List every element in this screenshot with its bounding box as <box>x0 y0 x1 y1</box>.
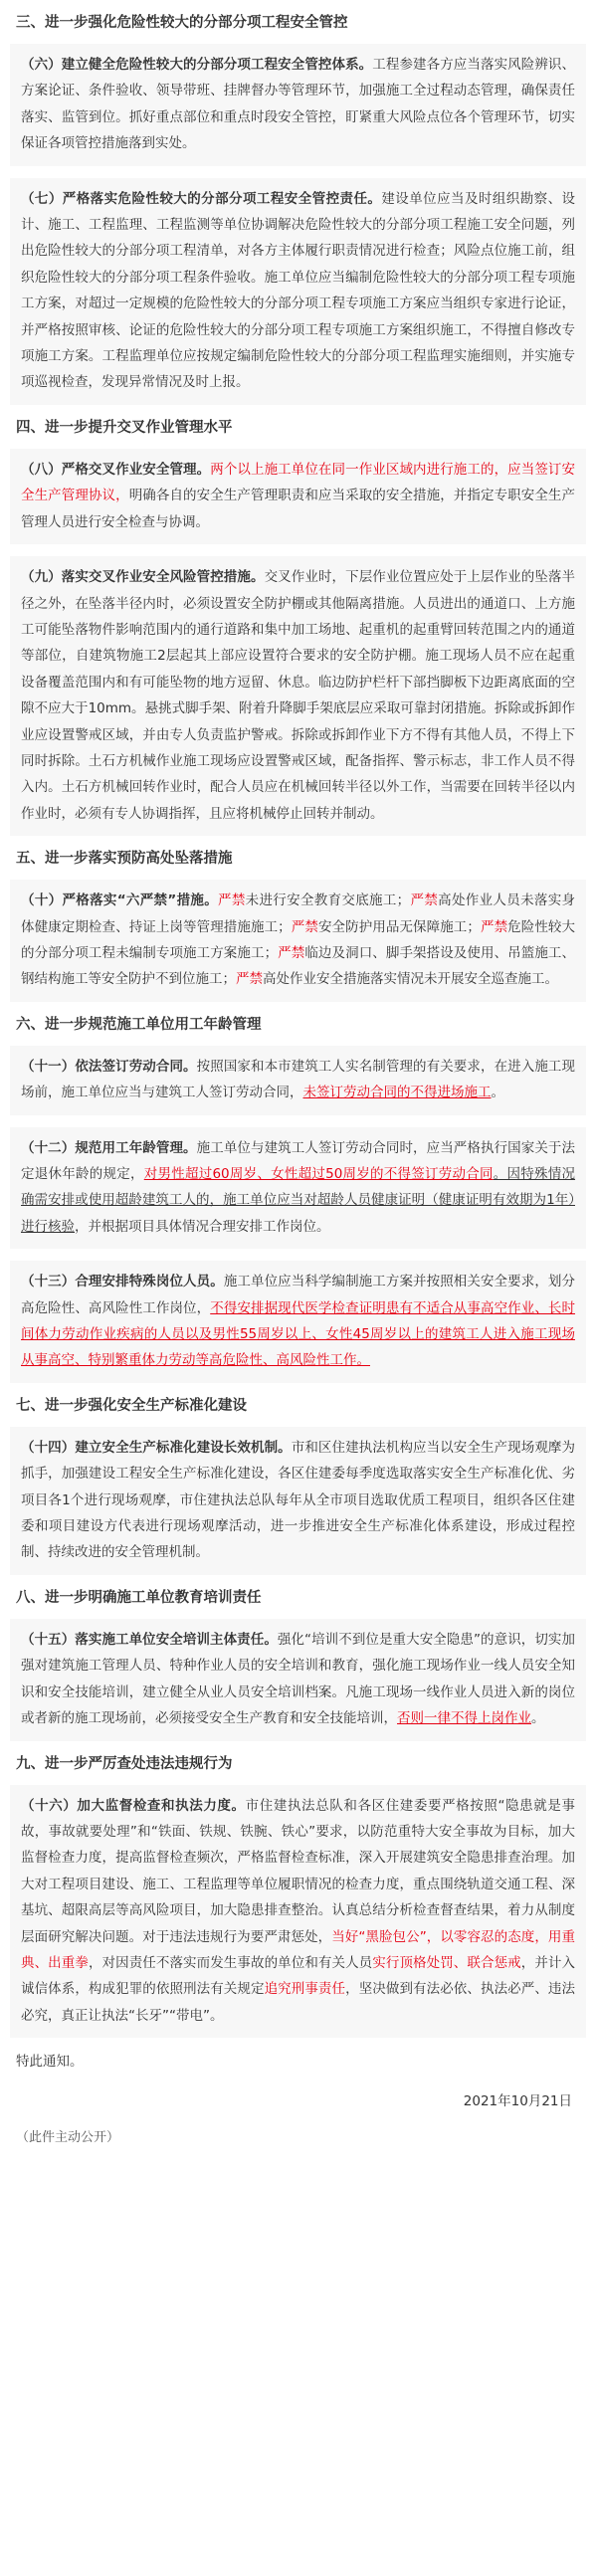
body-text: 高处作业人员未落实身体健康定期检查、持证上岗等管理措施施工； <box>21 892 576 935</box>
clause-paragraph <box>10 44 586 166</box>
emphasis-text: 对男性超过60周岁、女性超过50周岁的不得签订劳动合同 <box>143 1166 494 1182</box>
clause-title: （七）严格落实危险性较大的分部分项工程安全管控责任。 <box>21 190 382 207</box>
body-text: 建设单位应当及时组织勘察、设计、施工、工程监理、工程监测等单位协调解决危险性较大的分部分项工程施工安全问题，列出危险性较大的分部分项工程清单，对各方主体履行职责情况进行检查；风险点位施工前，组织危险性较大的分部分项工程条件验收。施工单位应当编制危险性较大的分部分项工程专项施工方案，对超过一定规模的危险性较大的分部分项工程专项施工方案应当组织专家进行论证，并严格按照审核、论证的危险性较大的分部分项工程专项施工方案组织施工，不得擅自修改专项施工方案。工程监理单位应按规定编制危险性较大的分部分项工程监理实施细则，并实施专项巡视检查，发现异常情况及时上报。 <box>21 190 576 391</box>
emphasis-text: 严禁 <box>218 892 246 909</box>
clause-paragraph <box>10 1427 586 1575</box>
clause-paragraph <box>10 556 586 836</box>
emphasis-text: 追究刑事责任 <box>264 1981 346 1998</box>
clause-paragraph <box>10 449 586 544</box>
document-date: 2021年10月21日 <box>463 2093 572 2110</box>
clause-title: （十三）合理安排特殊岗位人员。 <box>21 1274 224 1290</box>
closing-text: 特此通知。 <box>16 2054 84 2071</box>
emphasis-text: 严禁 <box>236 971 263 988</box>
section-heading: 九、进一步严厉查处违法违规行为 <box>16 1755 233 1772</box>
clause-title: （十二）规范用工年龄管理。 <box>21 1139 197 1156</box>
emphasis-text: 严禁 <box>480 918 508 935</box>
emphasis-text: 未签订劳动合同的不得进场施工 <box>302 1085 492 1101</box>
section-heading: 四、进一步提升交叉作业管理水平 <box>16 419 233 436</box>
body-text: 市住建执法总队和各区住建委要严格按照“隐患就是事故，事故就要处理”和“铁面、铁规、铁腕、铁心”要求，以防范重特大安全事故为目标，加大监督检查力度，提高监督检查频次，严格监督检查标准，深入开展建筑安全隐患排查治理。加大对工程项目建设、施工、工程监理等单位履职情况的检查力度，重点围绕轨道交通工程、深基坑、超限高层等高风险项目，加大隐患排查整治。认真总结分析检查督查结果，着力从制度层面研究解决问题。对于违法违规行为要严肃惩处， <box>21 1797 575 1945</box>
body-text: 明确各自的安全生产管理职责和应当采取的安全措施，并指定专职安全生产管理人员进行安全检查与协调。 <box>21 488 576 530</box>
section-heading: 八、进一步明确施工单位教育培训责任 <box>16 1589 262 1606</box>
clause-paragraph <box>10 1046 586 1115</box>
clause-paragraph <box>10 1785 586 2039</box>
body-text: 危险性较大的分部分项工程未编制专项施工方案施工； <box>21 918 576 961</box>
publicity-note: （此件主动公开） <box>16 2130 120 2146</box>
clause-paragraph <box>10 1619 586 1741</box>
section-heading: 六、进一步规范施工单位用工年龄管理 <box>16 1016 262 1033</box>
body-text: ，并计入诚信体系，构成犯罪的依照刑法有关规定 <box>21 1954 576 1998</box>
body-text: 施工单位应当科学编制施工方案并按照相关安全要求，划分高危险性、高风险性工作岗位， <box>21 1274 575 1316</box>
body-text: ，坚决做到有法必依、执法必严、违法必究，真正让执法“长牙”“带电”。 <box>21 1981 576 2024</box>
body-text: 未进行安全教育交底施工； <box>245 892 411 909</box>
clause-title: （十六）加大监督检查和执法力度。 <box>21 1797 246 1814</box>
emphasis-text: 严禁 <box>278 944 305 961</box>
body-text: 交叉作业时，下层作业位置应处于上层作业的坠落半径之外，在坠落半径内时，必须设置安全防护棚或其他隔离措施。人员进出的通道口、上方施工可能坠落物件影响范围内的通行道路和集中加工场地、起重机的起重臂回转范围之内的通道等部位，自建筑物施工2层起其上部应设置符合要求的安全防护棚。施工现场人员不应在起重设备覆盖范围内和有可能坠物的地方逗留、休息。临边防护栏杆下部挡脚板下边距离底面的空隙不应大于10mm。悬挑式脚手架、附着升降脚手架底层应采取可靠封闭措施。拆除或拆卸作业应设置警戒区域，并由专人负责监护警戒。拆除或拆卸作业下方不得有其他人员，不得上下同时拆除。土石方机械作业施工现场应设置警戒区域，配备指挥、警示标志，非工作人员不得入内。土石方机械回转作业时，配合人员应在机械回转半径以外工作，当需要在回转半径以内作业时，必须有专人协调指挥，且应将机械停止回转并制动。 <box>21 569 576 822</box>
emphasis-text: 两个以上施工单位在同一作业区域内进行施工的，应当签订安全生产管理协议， <box>21 461 576 504</box>
clause-paragraph <box>10 1261 586 1383</box>
emphasis-text: 否则一律不得上岗作业 <box>397 1710 531 1727</box>
section-heading: 七、进一步强化安全生产标准化建设 <box>16 1397 247 1414</box>
emphasis-text: 严禁 <box>410 892 439 909</box>
body-text: 高处作业安全措施落实情况未开展安全巡查施工。 <box>263 971 558 988</box>
clause-title: （十）严格落实“六严禁”措施。 <box>21 892 219 909</box>
body-text: ，对因责任不落实而发生事故的单位和有关人员 <box>88 1954 373 1971</box>
emphasis-text: 实行顶格处罚、联合惩戒 <box>372 1954 521 1971</box>
body-text: 施工单位与建筑工人签订劳动合同时，应当严格执行国家关于法定退休年龄的规定， <box>21 1139 576 1182</box>
clause-title: （九）落实交叉作业安全风险管控措施。 <box>21 569 265 586</box>
body-text: 。 <box>491 1085 504 1101</box>
body-text: 临边及洞口、脚手架搭设及使用、吊篮施工、钢结构施工等安全防护不到位施工； <box>21 944 576 988</box>
clause-paragraph <box>10 178 586 405</box>
body-text: 安全防护用品无保障施工； <box>317 918 481 935</box>
body-text: 强化“培训不到位是重大安全隐患”的意识，切实加强对建筑施工管理人员、特种作业人员的安全培训和教育，强化施工现场作业一线人员安全知识和安全技能培训，建立健全从业人员安全培训档案。凡施工现场一线作业人员进入新的岗位或者新的施工现场前，必须接受安全生产教育和安全技能培训， <box>21 1631 575 1727</box>
clause-title: （十一）依法签订劳动合同。 <box>21 1058 197 1075</box>
clause-title: （十五）落实施工单位安全培训主体责任。 <box>21 1631 278 1648</box>
body-text: 按照国家和本市建筑工人实名制管理的有关要求，在进入施工现场前，施工单位应当与建筑工人签订劳动合同， <box>21 1058 576 1101</box>
clause-paragraph <box>10 880 586 1002</box>
body-text: ，并根据项目具体情况合理安排工作岗位。 <box>75 1218 330 1235</box>
body-text: 工程参建各方应当落实风险辨识、方案论证、条件验收、领导带班、挂牌督办等管理环节，加强施工全过程动态管理，确保责任落实、监管到位。抓好重点部位和重点时段安全管控，盯紧重大风险点位各个管理环节，切实保证各项管控措施落到实处。 <box>21 57 576 152</box>
section-heading: 五、进一步落实预防高处坠落措施 <box>16 851 233 868</box>
section-heading: 三、进一步强化危险性较大的分部分项工程安全管控 <box>16 15 348 31</box>
body-text: 市和区住建执法机构应当以安全生产现场观摩为抓手，加强建设工程安全生产标准化建设，各区住建委每季度选取落实安全生产标准化优、劣项目各1个进行现场观摩，市住建执法总队每年从全市项目选取优质工程项目，组织各区住建委和项目建设方代表进行现场观摩活动，进一步推进安全生产标准化体系建设，形成过程控制、持续改进的安全管理机制。 <box>21 1439 575 1561</box>
underlined-text: 。因特殊情况确需安排或使用超龄建筑工人的，施工单位应当对超龄人员健康证明（健康证明有效期为1年）进行核验 <box>21 1166 576 1235</box>
emphasis-text: 严禁 <box>291 918 318 935</box>
clause-paragraph <box>10 1127 586 1250</box>
emphasis-text: 当好“黑脸包公”，以零容忍的态度，用重典、出重拳 <box>21 1928 575 1971</box>
body-text: 。 <box>531 1710 545 1727</box>
emphasis-text: 不得安排据现代医学检查证明患有不适合从事高空作业、长时间体力劳动作业疾病的人员以及男性55周岁以上、女性45周岁以上的建筑工人进入施工现场从事高空、特别繁重体力劳动等高危险性、高风险性工作。 <box>21 1299 576 1369</box>
clause-title: （十四）建立安全生产标准化建设长效机制。 <box>21 1439 292 1456</box>
clause-title: （八）严格交叉作业安全管理。 <box>21 461 211 478</box>
clause-title: （六）建立健全危险性较大的分部分项工程安全管控体系。 <box>21 57 373 73</box>
